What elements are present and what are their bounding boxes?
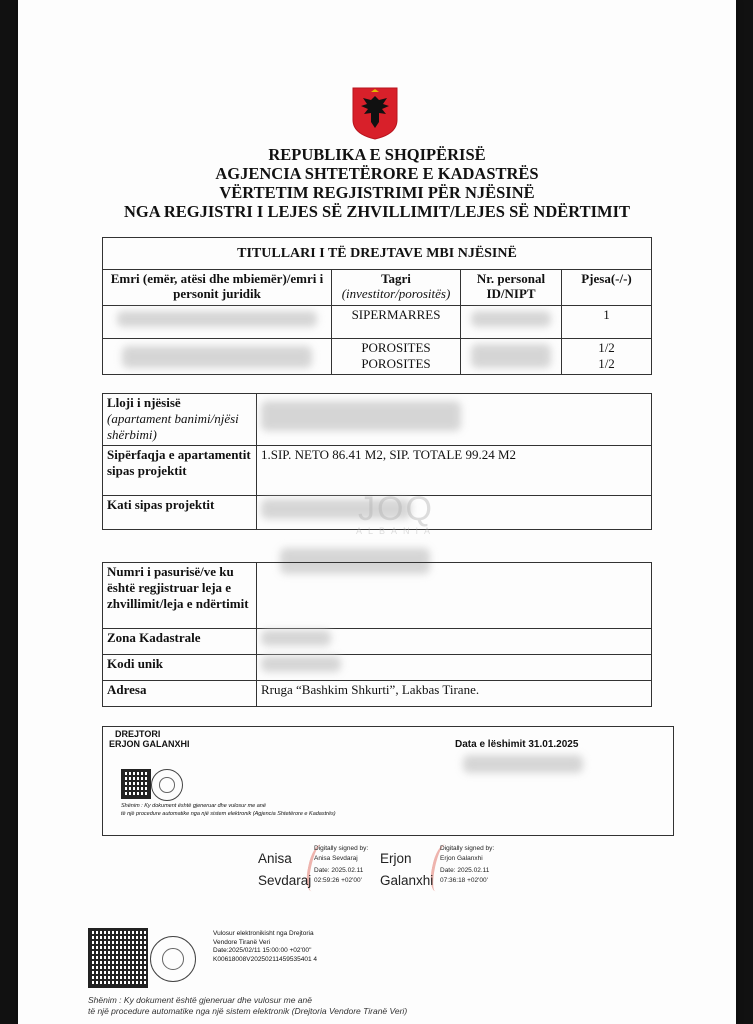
electronic-seal-info: Vulosur elektronikisht nga Drejtoria Vendore Tiranë Veri Date:2025/02/11 15:00:00 +02'00'' K00618008V20250211459535401 4 (213, 930, 317, 963)
heading-line-1: REPUBLIKA E SHQIPËRISË (268, 145, 486, 164)
unit-type-label: Lloji i njësisë (apartament banimi/njësi shërbimi) (103, 394, 257, 446)
digital-signature-2 (378, 842, 518, 892)
table-row (103, 339, 652, 375)
cadastral-zone-label: Zona Kadastrale (103, 629, 257, 655)
heading-line-4: NGA REGJISTRI I LEJES SË ZHVILLIMIT/LEJES SË NDËRTIMIT (123, 202, 631, 221)
sign-time: 07:36:18 +02'00' (440, 877, 488, 884)
unit-area-label: Sipërfaqja e apartamentit sipas projektit (103, 446, 257, 496)
signer-last-name: Galanxhi (380, 873, 434, 888)
director-name: ERJON GALANXHI (109, 739, 190, 749)
sign-time: 02:59:26 +02'00' (314, 877, 362, 884)
footer-qr-code-icon (88, 928, 148, 988)
property-number-label: Numri i pasurisë/ve ku është regjistruar leja e zhvillimit/leja e ndërtimit (103, 563, 257, 629)
footer-note: Shënim : Ky dokument është gjeneruar dhe vulosur me anë të një procedure automatike nga një sistem elektronik (Drejtoria Vendore Tiranë Veri) (88, 995, 408, 1016)
digital-signature-1 (256, 842, 386, 892)
owner-share: 1 (562, 306, 652, 339)
unit-type-value-redacted (257, 394, 652, 446)
signer-name: Anisa Sevdaraj (314, 855, 358, 862)
redacted-signature (463, 755, 583, 773)
albanian-coat-of-arms-icon (351, 86, 399, 140)
box-note-line-2: të një procedure automatike nga një sistem elektronik (Agjencia Shtetërore e Kadastrës) (121, 811, 336, 817)
cadastral-zone-value-redacted (257, 629, 652, 655)
box-note-line-1: Shënim : Ky dokument është gjeneruar dhe vulosur me anë (121, 803, 266, 809)
col-header-tag: Tagri (investitor/porositës) (332, 270, 461, 306)
sign-date: Date: 2025.02.11 (440, 867, 490, 874)
owner-tag: SIPERMARRES (332, 306, 461, 339)
owner-name-redacted (103, 339, 332, 375)
sign-date: Date: 2025.02.11 (314, 867, 364, 874)
owners-table-title: TITULLARI I TË DREJTAVE MBI NJËSINË (103, 238, 652, 270)
unique-code-value-redacted (257, 655, 652, 681)
col-header-name: Emri (emër, atësi dhe mbiemër)/emri i personit juridik (103, 270, 332, 306)
unique-code-label: Kodi unik (103, 655, 257, 681)
owner-tag: POROSITES POROSITES (332, 339, 461, 375)
unit-area-value: 1.SIP. NETO 86.41 M2, SIP. TOTALE 99.24 M2 (257, 446, 652, 496)
footer-seal-stamp-icon (150, 936, 196, 982)
owners-table (102, 237, 652, 375)
address-value: Rruga “Bashkim Shkurti”, Lakbas Tirane. (257, 681, 652, 707)
seal-stamp-icon (151, 769, 183, 801)
issue-date: Data e lëshimit 31.01.2025 (455, 739, 579, 750)
property-number-value (257, 563, 652, 629)
signer-first-name: Erjon (380, 851, 412, 866)
director-signature-box (102, 726, 674, 836)
signer-name: Erjon Galanxhi (440, 855, 483, 862)
owner-id-redacted (461, 339, 562, 375)
unit-floor-label: Kati sipas projektit (103, 496, 257, 530)
address-label: Adresa (103, 681, 257, 707)
document-heading (18, 145, 736, 221)
watermark: JOQ ALBANIA (355, 490, 437, 536)
property-table (102, 562, 652, 707)
owner-id-redacted (461, 306, 562, 339)
heading-line-3: VËRTETIM REGJISTRIMI PËR NJËSINË (219, 183, 535, 202)
signed-by-label: Digitally signed by: (314, 845, 369, 852)
table-row (103, 306, 652, 339)
document-page (18, 0, 736, 1024)
qr-code-icon (121, 769, 151, 799)
director-role: DREJTORI (115, 729, 161, 739)
owner-name-redacted (103, 306, 332, 339)
col-header-share: Pjesa(-/-) (562, 270, 652, 306)
heading-line-2: AGJENCIA SHTETËRORE E KADASTRËS (215, 164, 539, 183)
signer-first-name: Anisa (258, 851, 292, 866)
owner-share: 1/2 1/2 (562, 339, 652, 375)
col-header-id: Nr. personal ID/NIPT (461, 270, 562, 306)
signer-last-name: Sevdaraj (258, 873, 312, 888)
signed-by-label: Digitally signed by: (440, 845, 495, 852)
